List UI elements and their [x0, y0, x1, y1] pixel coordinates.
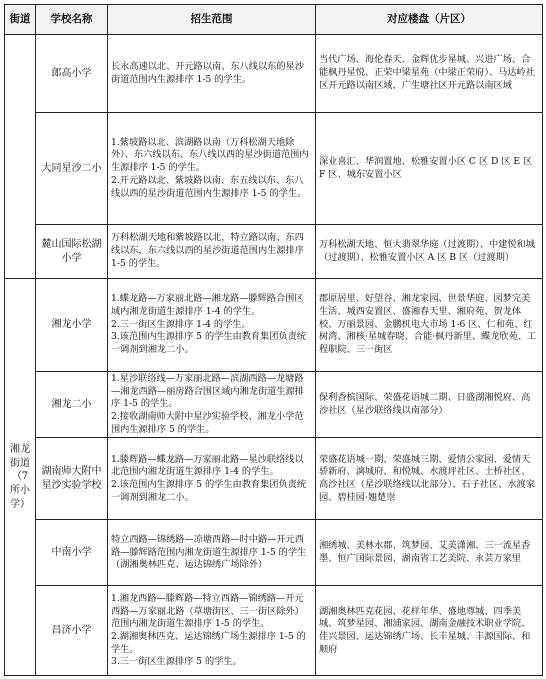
estate-cell: 湖湘奥林匹克花园、花样年华、盛地尊城、四季美城、筑梦星园、湘浦家园、湖南金融技术职业学院、佳兴景园、运达锦绣广场、长丰星城、丰源国际、和顺府: [316, 586, 543, 676]
table-row: [5, 520, 543, 586]
estate-cell: 保利香槟国际、荣盛花语城二期、日盛湖湘悦府、高沙社区（星沙联络线以南部分）: [316, 372, 543, 438]
school-name-cell: 昌济小学: [36, 586, 108, 676]
range-line: 3.三一街区生源排序 5 的学生。: [111, 656, 242, 668]
enrollment-range-cell: [108, 520, 316, 586]
enrollment-range-cell: [108, 372, 316, 438]
range-line: 特立西路—锦绣路—凉塘西路—时中路—开元西路—滕辉路范围内湘龙街道生源排序 1-5 的学生（湖湘奥林匹克、运达锦绣广场除外）: [111, 533, 307, 571]
school-name-cell: 湖南师大附中星沙实验学校: [36, 438, 108, 520]
enrollment-range-cell: [108, 586, 316, 676]
range-line: 1.星沙联络线—万家丽北路—滨湖西路—龙塘路—湘龙西路—丽房路合围区域内湘龙街道生源排序 1-5 的学生。: [111, 373, 304, 410]
header-range: 招生范围: [108, 5, 316, 35]
street-cell-empty: [5, 35, 36, 279]
school-name-cell: 大同星沙二小: [36, 113, 108, 225]
range-line: 3.该范围内生源排序 5 的学生由教育集团负责统一调剂到湘龙二小。: [111, 331, 307, 356]
range-line: 2.湖湘奥林匹克、运达锦绣广场生源排序 1-5 的学生。: [111, 630, 306, 655]
header-school: 学校名称: [36, 5, 108, 35]
range-line: 1.滕辉路—蝶龙路—万家丽北路—星沙联络线以北范围内湘龙街道生源排序 1-4 的学生。: [111, 453, 304, 478]
school-name-cell: 郎高小学: [36, 35, 108, 113]
enrollment-range-cell: [108, 438, 316, 520]
table-row: [5, 35, 543, 113]
range-line: 1.蝶龙路—万家丽北路—湘龙路—滕辉路合围区域内湘龙街道生源排序 1-4 的学生。: [111, 293, 304, 317]
estate-cell: 湘绣城、美林水郡、筑梦园、艾美潇湘、三一流星香墨、恒广国际景园、湖南省工艺美院、永芸万家里: [316, 520, 543, 586]
enrollment-table: [4, 4, 543, 676]
range-line: 1.紫坡路以北、滨湖路以南（万科松湖天地除外）、东六线以东、东八线以西的星沙街道范围内生源排序 1-5 的学生。: [111, 136, 309, 174]
school-name-cell: 湘龙二小: [36, 372, 108, 438]
table-row: [5, 279, 543, 372]
enrollment-range-cell: [108, 225, 316, 279]
table-row: [5, 225, 543, 279]
estate-cell: 荣盛花语城一期、荣盛城三期、爱情公家园、爱情天骄新府、漓城府、和悦城、水渡坪社区、土桥社区、高沙社区（星沙联络线以北部分）、石子社区、水渡家园、碧桂园·翘楚崇: [316, 438, 543, 520]
header-street: 街道: [5, 5, 36, 35]
range-line: 万科松湖天地和紫坡路以北，特立路以南、东四线以东，东六线以西的星沙街道范围内生源排序 1-5 的学生。: [111, 232, 304, 269]
header-row: [5, 5, 543, 35]
range-line: 2.接收湖南师大附中星沙实验学校、湘龙小学范围内生源排序 5 的学生。: [111, 411, 304, 435]
estate-cell: 当代广场、海伦春天、金辉优步星城、兴进广场、合能枫丹星悦、正荣中梁星苑（中梁正荣府）、马达岭社区开元路以南区域、广生塘社区开元路以南区域: [316, 35, 543, 113]
school-name-cell: 湘龙小学: [36, 279, 108, 372]
enrollment-range-cell: [108, 279, 316, 372]
estate-cell: 郡原居里、好望谷、湘龙家园、世景华庭、园梦完美生活、城西安置区、盛湘春天里、湘府苑、贺龙体校、万丽景园、金鹏机电大市场 1-6 区、仁和苑、红树湾、湘核·星城春晓、合能·枫丹新里、蝶龙欣苑、工程职院、三一街区: [316, 279, 543, 372]
street-cell-xianglong: 湘龙街道（7所小学）: [5, 279, 36, 676]
table-row: [5, 438, 543, 520]
enrollment-range-cell: [108, 35, 316, 113]
estate-cell: 深业喜汇、华润置地、松雅安置小区 C 区 D 区 E 区 F 区、城东安置小区: [316, 113, 543, 225]
range-line: 2.该范围内生源排序 5 的学生由教育集团负责统一调剂到湘龙二小。: [111, 478, 307, 503]
school-name-cell: 麓山国际松湖小学: [36, 225, 108, 279]
range-line: 2.三一街区生源排序 1-4 的学生。: [111, 318, 251, 330]
estate-cell: 万科松湖天地、恒大翡翠华庭（过渡期）、中建悦和城（过渡期）、松雅安置小区 A 区 B 区（过渡期）: [316, 225, 543, 279]
range-line: 1.湘龙西路—滕辉路—特立西路—锦绣路—开元西路—万家丽北路（草塘街区、三一街区除外）范围内湘龙街道生源排序 1-5 的学生。: [111, 592, 304, 630]
header-estate: 对应楼盘（片区）: [316, 5, 543, 35]
table-row: [5, 586, 543, 676]
school-name-cell: 中南小学: [36, 520, 108, 586]
enrollment-range-cell: [108, 113, 316, 225]
table-row: [5, 372, 543, 438]
range-line: 2.开元路以北、紫坡路以南、东五线以东、东八线以西的星沙街道范围内生源排序 1-5 的学生。: [111, 174, 307, 199]
table-body: [5, 35, 543, 676]
table-row: [5, 113, 543, 225]
range-line: 长永高速以北、开元路以南、东八线以东的星沙街道范围内生源排序 1-5 的学生。: [111, 60, 304, 85]
